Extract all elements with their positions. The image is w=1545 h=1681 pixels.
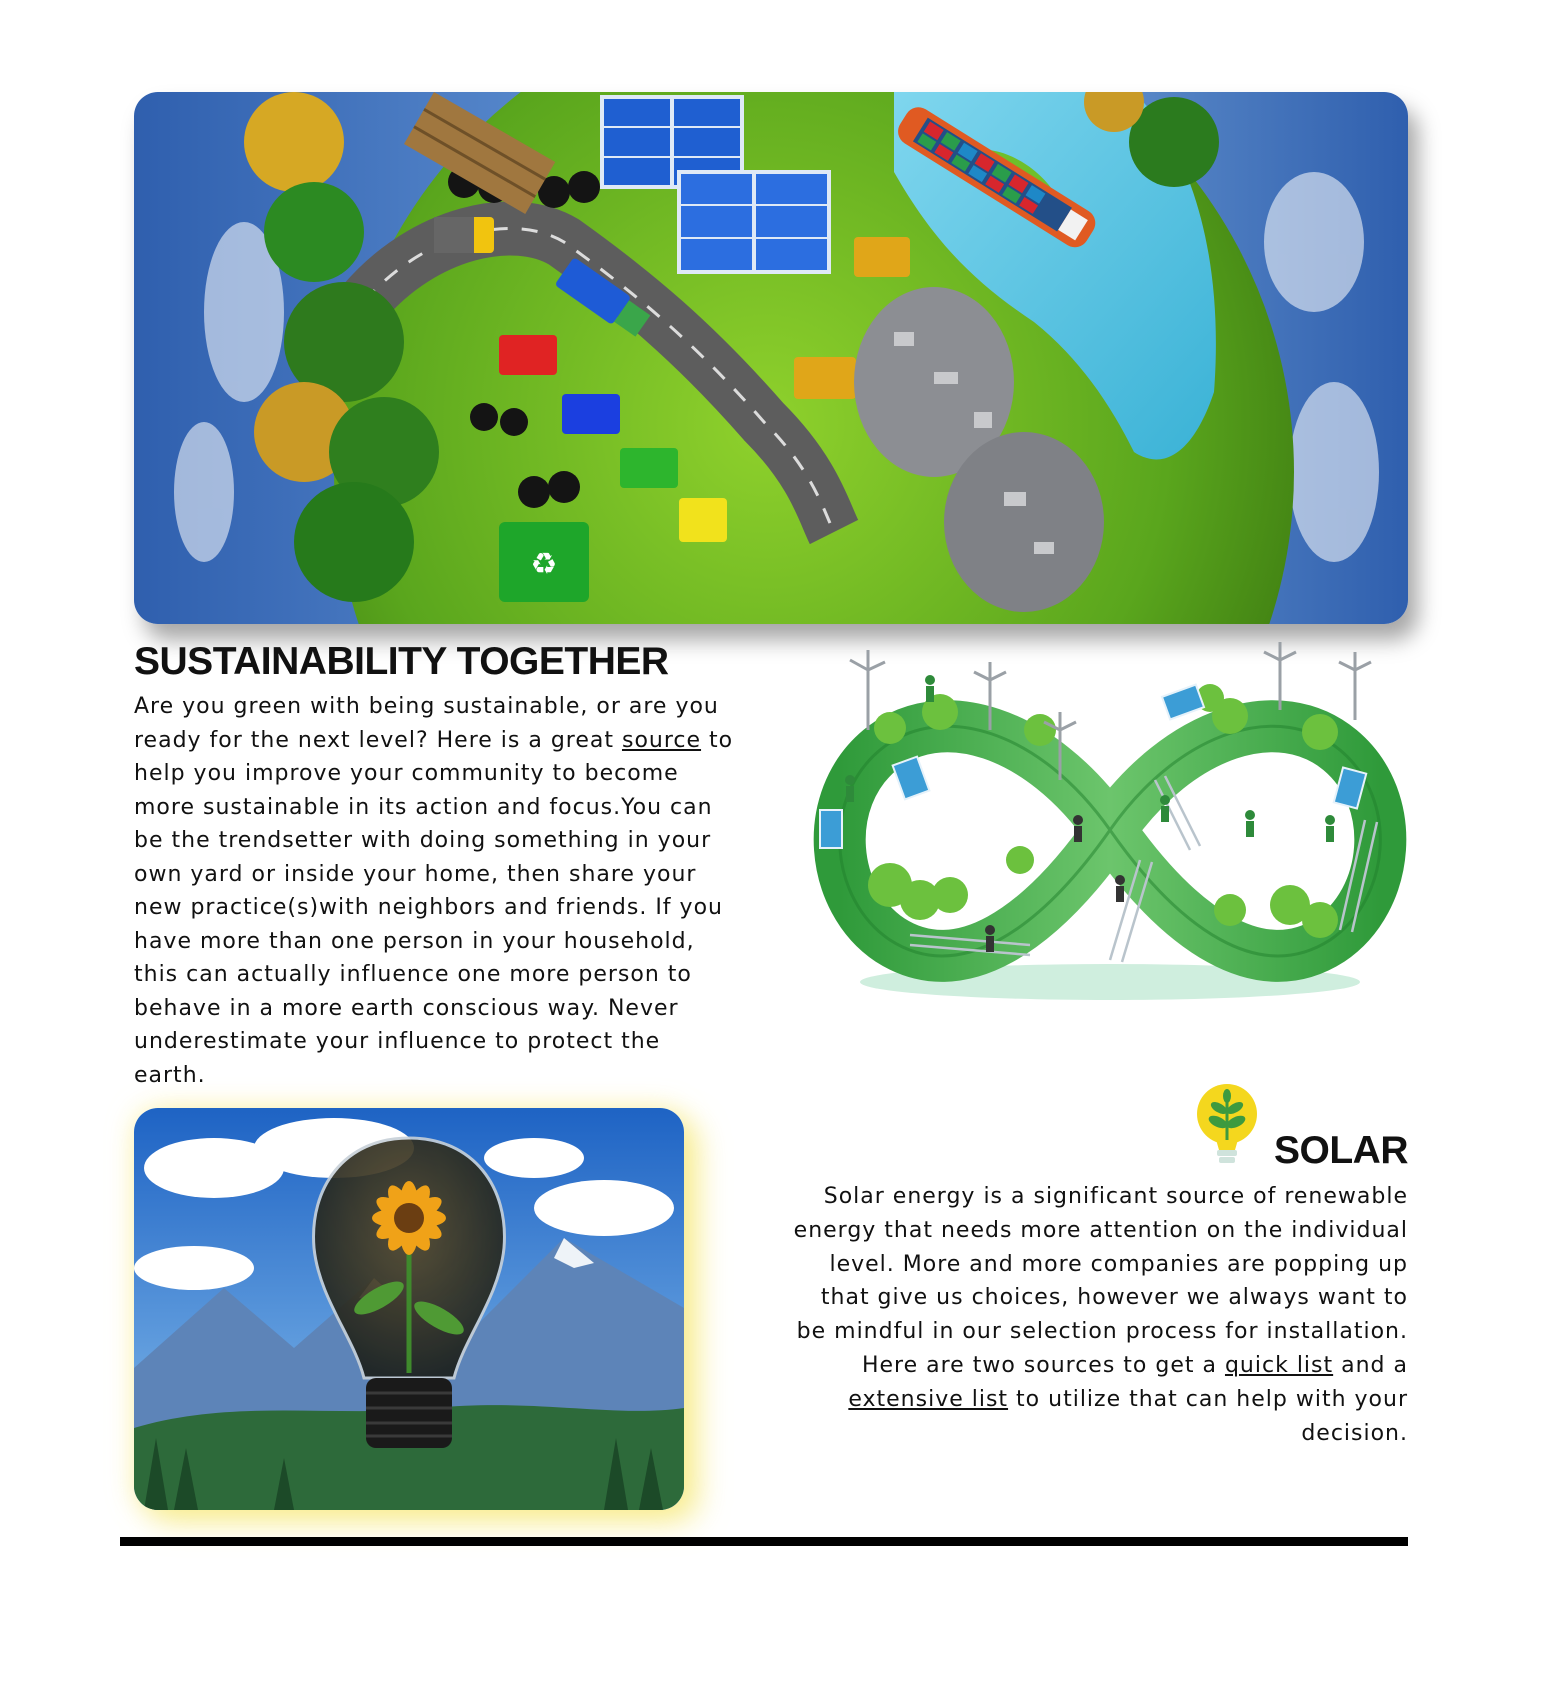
solar-text-start: Solar energy is a significant source of renewable energy that needs more attention on the individual level. More and more companies are popping up that give us choices, however we always want to be mindful in our selection process for installation. Here are two sources to get a bbox=[793, 1184, 1408, 1378]
quick-list-link[interactable]: quick list bbox=[1224, 1352, 1334, 1378]
section-title-sustainability: SUSTAINABILITY TOGETHER bbox=[134, 640, 669, 683]
solar-text-mid: and a bbox=[1333, 1352, 1408, 1378]
infinity-illustration bbox=[810, 640, 1410, 1010]
source-link[interactable]: source bbox=[621, 727, 702, 753]
solar-text-end: to utilize that can help with your decision. bbox=[1008, 1386, 1408, 1446]
sustainability-text-end: to help you improve your community to become more sustainable in its action and focus.You can be the trendsetter with doing something in your own yard or inside your home, then share your new practice(s)with neighbors and friends. If you have more than one person in your household, this can actually influence one more person to behave in a more earth conscious way. Never underestimate your influence to protect the earth. bbox=[134, 727, 734, 1088]
hero-image bbox=[134, 92, 1408, 624]
sustainability-paragraph bbox=[134, 690, 734, 1092]
section-divider bbox=[120, 1537, 1408, 1546]
svg-text:♻: ♻ bbox=[530, 547, 558, 582]
extensive-list-link[interactable]: extensive list bbox=[848, 1386, 1009, 1412]
section-title-solar: SOLAR bbox=[1274, 1129, 1408, 1172]
lightbulb-plant-icon bbox=[1195, 1080, 1259, 1170]
lightbulb-image bbox=[134, 1108, 684, 1510]
solar-paragraph bbox=[788, 1180, 1408, 1450]
sustainability-text-start: Are you green with being sustainable, or are you ready for the next level? Here is a great bbox=[134, 694, 719, 753]
